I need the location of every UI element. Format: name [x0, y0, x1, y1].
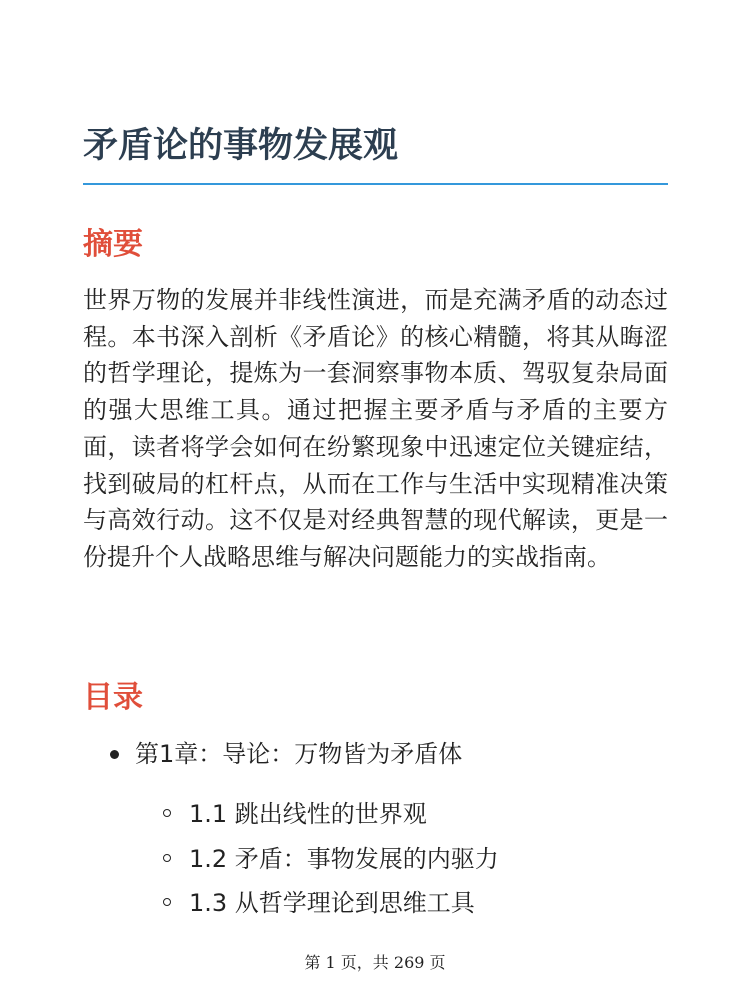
bullet-disc-icon [110, 750, 119, 759]
bullet-circle-icon [163, 898, 171, 906]
toc-section-label: 1.2 矛盾：事物发展的内驱力 [189, 845, 499, 873]
toc-chapter-label: 第1章：导论：万物皆为矛盾体 [135, 740, 463, 768]
bullet-circle-icon [163, 854, 171, 862]
page-footer: 第 1 页，共 269 页 [304, 953, 446, 972]
abstract-heading: 摘要 [83, 227, 143, 262]
bullet-circle-icon [163, 809, 171, 817]
document-title: 矛盾论的事物发展观 [83, 126, 399, 166]
toc-section-label: 1.1 跳出线性的世界观 [189, 800, 427, 828]
toc-heading: 目录 [83, 680, 143, 715]
abstract-body: 世界万物的发展并非线性演进，而是充满矛盾的动态过程。本书深入剖析《矛盾论》的核心精髓，将其从晦涩的哲学理论，提炼为一套洞察事物本质、驾驭复杂局面的强大思维工具。通过把握主要矛盾与矛盾的主要方面，读者将学会如何在纷繁现象中迅速定位关键症结，找到破局的杠杆点，从而在工作与生活中实现精准决策与高效行动。这不仅是对经典智慧的现代解读，更是一份提升个人战略思维与解决问题能力的实战指南。 [83, 286, 668, 571]
toc-section-label: 1.3 从哲学理论到思维工具 [189, 889, 475, 917]
title-divider [83, 183, 668, 185]
